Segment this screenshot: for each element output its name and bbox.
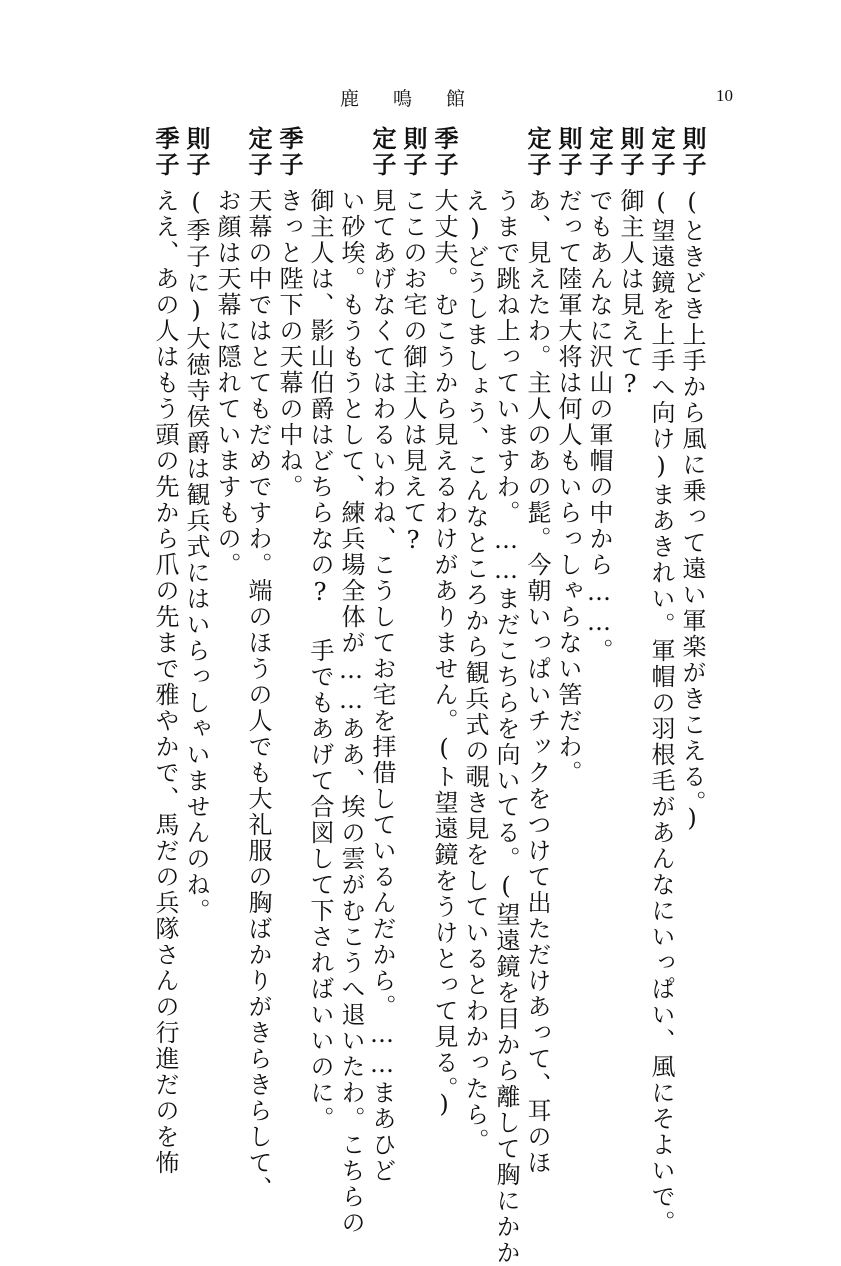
page-number: 10 <box>716 86 733 105</box>
dialogue-line <box>677 126 707 1146</box>
dialogue-continuation <box>212 126 242 1146</box>
dialogue-line <box>398 126 428 1146</box>
line-text: 見てあげなくてはわるいわね、こうしてお宅を拝借しているんだから。……まあひど <box>368 188 396 1184</box>
line-text: だって陸軍大将は何人もいらっしゃらない筈だわ。 <box>554 188 582 786</box>
speaker-label: 定子 <box>368 126 397 178</box>
line-text: きっと陛下の天幕の中ね。 <box>275 188 303 500</box>
dialogue-line <box>274 126 304 1146</box>
line-text: 御主人は見えて? <box>616 188 644 400</box>
dialogue-line <box>429 126 459 1146</box>
dialogue-continuation <box>460 126 490 1154</box>
dialogue-line <box>150 126 180 1176</box>
running-header-title: 鹿鳴館 <box>340 88 500 110</box>
dialogue-continuation <box>491 126 521 1266</box>
speaker-label: 則子 <box>399 126 428 178</box>
speaker-label: 季子 <box>430 126 459 178</box>
speaker-label: 則子 <box>182 126 211 178</box>
dialogue-line <box>646 126 676 1236</box>
line-text: (望遠鏡を上手へ向け)まあきれい。軍帽の羽根毛があんなにいっぱい、風にそよいで。 <box>647 188 675 1236</box>
dialogue-line <box>522 126 552 1176</box>
speaker-label: 季子 <box>151 126 180 178</box>
dialogue-line <box>367 126 397 1184</box>
dialogue-line <box>553 126 583 1146</box>
line-text: え)どうしましょう、こんなところから観兵式の覗き見をしているとわかったら。 <box>461 188 489 1154</box>
speaker-label: 則子 <box>616 126 645 178</box>
line-text: ええ、あの人はもう頭の先から爪の先まで雅やかで、馬だの兵隊さんの行進だのを怖 <box>151 188 179 1176</box>
line-text: 御主人は、影山伯爵はどちらなの? 手でもあげて合図して下さればいいのに。 <box>306 188 334 1132</box>
dialogue-continuation <box>305 126 335 1146</box>
line-text: お顔は天幕に隠れていますもの。 <box>213 188 241 578</box>
speaker-label: 定子 <box>523 126 552 178</box>
line-text: でもあんなに沢山の軍帽の中から……。 <box>585 188 613 664</box>
line-text: (ときどき上手から風に乗って遠い軍楽がきこえる。) <box>678 188 706 834</box>
dialogue-line <box>584 126 614 1146</box>
speaker-label: 季子 <box>275 126 304 178</box>
line-text: 天幕の中ではとてもだめですわ。端のほうの人でも大礼服の胸ばかりがきらきらして、 <box>244 188 272 1202</box>
dialogue-line <box>243 126 273 1202</box>
line-text: うまで跳ね上っていますわ。……まだこちらを向いてる。(望遠鏡を目から離して胸にかか <box>492 188 520 1266</box>
speaker-label: 定子 <box>244 126 273 178</box>
speaker-label: 則子 <box>554 126 583 178</box>
dialogue-line <box>181 126 211 1146</box>
dialogue-continuation <box>336 126 366 1236</box>
line-text: (季子に)大徳寺侯爵は観兵式にはいらっしゃいませんのね。 <box>182 188 210 924</box>
speaker-label: 則子 <box>678 126 707 178</box>
line-text: い砂埃。もうもうとして、練兵場全体が……ああ、埃の雲がむこうへ退いたわ。こちらの <box>337 188 365 1236</box>
speaker-label: 定子 <box>647 126 676 178</box>
dialogue-line <box>615 126 645 1146</box>
line-text: あ、見えたわ。主人のあの髭。今朝いっぱいチックをつけて出ただけあって、耳のほ <box>523 188 551 1176</box>
line-text: ここのお宅の御主人は見えて? <box>399 188 427 556</box>
line-text: 大丈夫。むこうから見えるわけがありません。(ト望遠鏡をうけとって見る。) <box>430 188 458 1120</box>
speaker-label: 定子 <box>585 126 614 178</box>
